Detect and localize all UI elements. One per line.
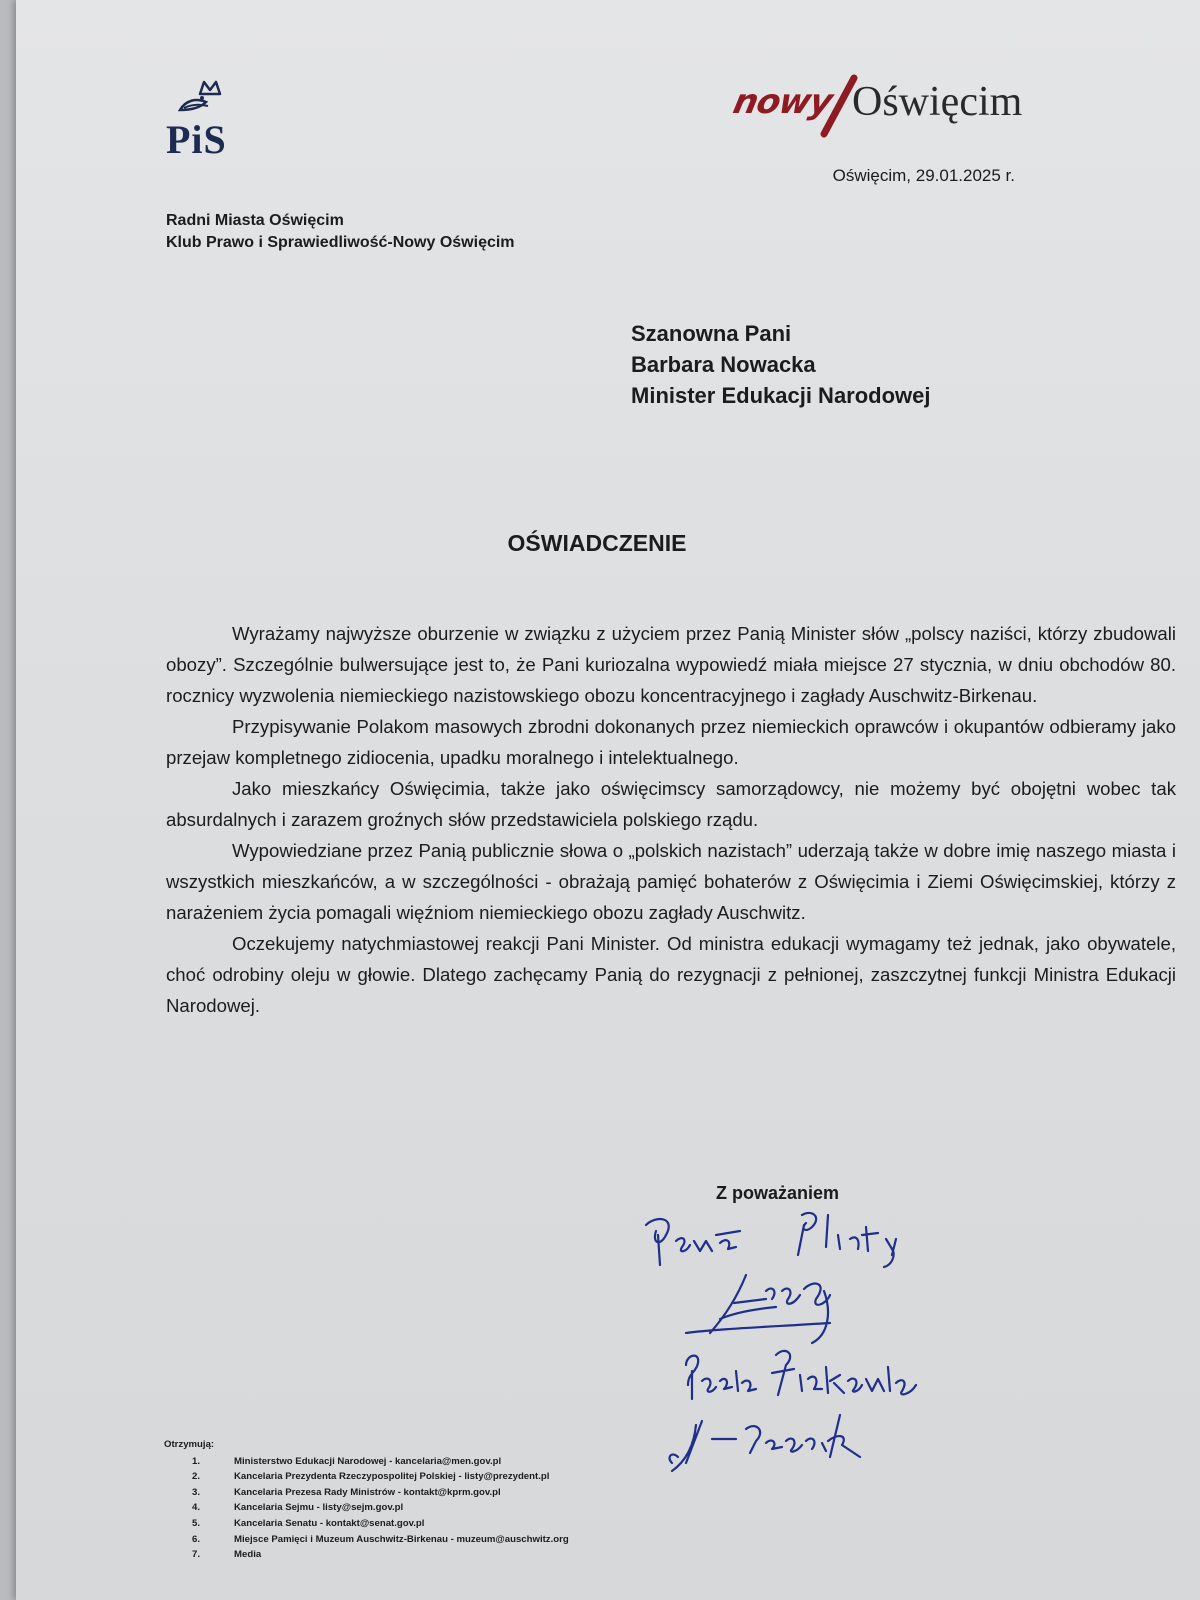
letter-body <box>166 618 1176 1021</box>
distribution-item-text: Media <box>234 1549 262 1561</box>
closing-phrase: Z poważaniem <box>716 1183 840 1203</box>
letter-date: Oświęcim, 29.01.2025 r. <box>832 166 1015 185</box>
sender-block <box>166 210 515 254</box>
distribution-item-text: Kancelaria Sejmu - listy@sejm.gov.pl <box>234 1502 404 1514</box>
signature-1 <box>646 1213 896 1267</box>
distribution-item-text: Miejsce Pamięci i Muzeum Auschwitz-Birkenau - muzeum@auschwitz.org <box>234 1533 569 1545</box>
distribution-title: Otrzymują: <box>164 1439 215 1450</box>
distribution-item-number: 5. <box>192 1517 201 1529</box>
eagle-crown-icon <box>166 80 246 120</box>
sender-line: Klub Prawo i Sprawiedliwość-Nowy Oświęcim <box>166 234 515 251</box>
distribution-item <box>164 1469 569 1485</box>
distribution-item-number: 1. <box>192 1455 201 1467</box>
distribution-item-text: Ministerstwo Edukacji Narodowej - kancelaria@men.gov.pl <box>234 1455 502 1467</box>
signature-4 <box>670 1415 860 1471</box>
distribution-item-number: 7. <box>192 1549 201 1561</box>
recipient-position: Minister Edukacji Narodowej <box>631 383 931 408</box>
distribution-item <box>164 1547 569 1563</box>
body-paragraph: Wyrażamy najwyższe oburzenie w związku z użyciem przez Panią Minister słów „polscy naziści, którzy zbudowali obozy”. Szczególnie bulwersujące jest to, że Pani kuriozalna wypowiedź miała miejsce 27 stycznia, w dniu obchodów 80. rocznicy wyzwolenia niemieckiego nazistowskiego obozu koncentracyjnego i zagłady Auschwitz-Birkenau. <box>166 623 1176 706</box>
distribution-item-text: Kancelaria Prezydenta Rzeczypospolitej Polskiej - listy@prezydent.pl <box>234 1471 550 1483</box>
distribution-item <box>164 1454 569 1470</box>
recipient-name: Barbara Nowacka <box>631 352 816 377</box>
distribution-list <box>164 1437 569 1563</box>
nowy-logo-city: Oświęcim <box>852 79 1023 125</box>
distribution-item-number: 6. <box>192 1533 201 1545</box>
letter-page <box>16 0 1200 1600</box>
body-paragraph: Przypisywanie Polakom masowych zbrodni dokonanych przez niemieckich oprawców i okupantów odbieramy jako przejaw kompletnego zidiocenia, upadku moralnego i intelektualnego. <box>166 716 1176 768</box>
nowy-logo-script: nowy <box>729 82 836 122</box>
body-paragraph: Oczekujemy natychmiastowej reakcji Pani Minister. Od ministra edukacji wymagamy też jednak, jako obywatele, choć odrobiny oleju w głowie. Dlatego zachęcamy Panią do rezygnacji z pełnionej, zaszczytnej funkcji Ministra Edukacji Narodowej. <box>166 933 1176 1016</box>
body-paragraph: Jako mieszkańcy Oświęcimia, także jako oświęcimscy samorządowcy, nie możemy być obojętni wobec tak absurdalnych i zarazem groźnych słów przedstawiciela polskiego rządu. <box>166 778 1176 830</box>
signatures <box>616 1195 966 1515</box>
body-paragraph: Wypowiedziane przez Panią publicznie słowa o „polskich nazistach” uderzają także w dobre imię naszego miasta i wszystkich mieszkańców, a w szczególności - obrażają pamięć bohaterów z Oświęcimia i Ziemi Oświęcimskiej, którzy z narażeniem życia pomagali więźniom niemieckiego obozu zagłady Auschwitz. <box>166 840 1176 923</box>
distribution-item <box>164 1516 569 1532</box>
recipient-salutation: Szanowna Pani <box>631 321 792 346</box>
sender-line: Radni Miasta Oświęcim <box>166 212 344 229</box>
signature-2 <box>686 1275 830 1343</box>
distribution-item <box>164 1532 569 1548</box>
distribution-item-text: Kancelaria Senatu - kontakt@senat.gov.pl <box>234 1517 425 1529</box>
pis-logo-text: PiS <box>166 117 227 162</box>
signature-3 <box>686 1351 916 1399</box>
distribution-item <box>164 1500 569 1516</box>
distribution-item-number: 4. <box>192 1502 201 1514</box>
pis-logo <box>166 80 246 160</box>
distribution-item <box>164 1485 569 1501</box>
distribution-item-number: 3. <box>192 1486 201 1498</box>
recipient-block <box>631 318 931 411</box>
document-title-text: OŚWIADCZENIE <box>507 530 687 556</box>
distribution-item-number: 2. <box>192 1471 201 1483</box>
nowy-oswiecim-logo <box>729 78 1054 140</box>
distribution-item-text: Kancelaria Prezesa Rady Ministrów - kontakt@kprm.gov.pl <box>234 1486 501 1498</box>
document-title <box>16 530 1200 557</box>
handwritten-signatures <box>616 1195 966 1515</box>
